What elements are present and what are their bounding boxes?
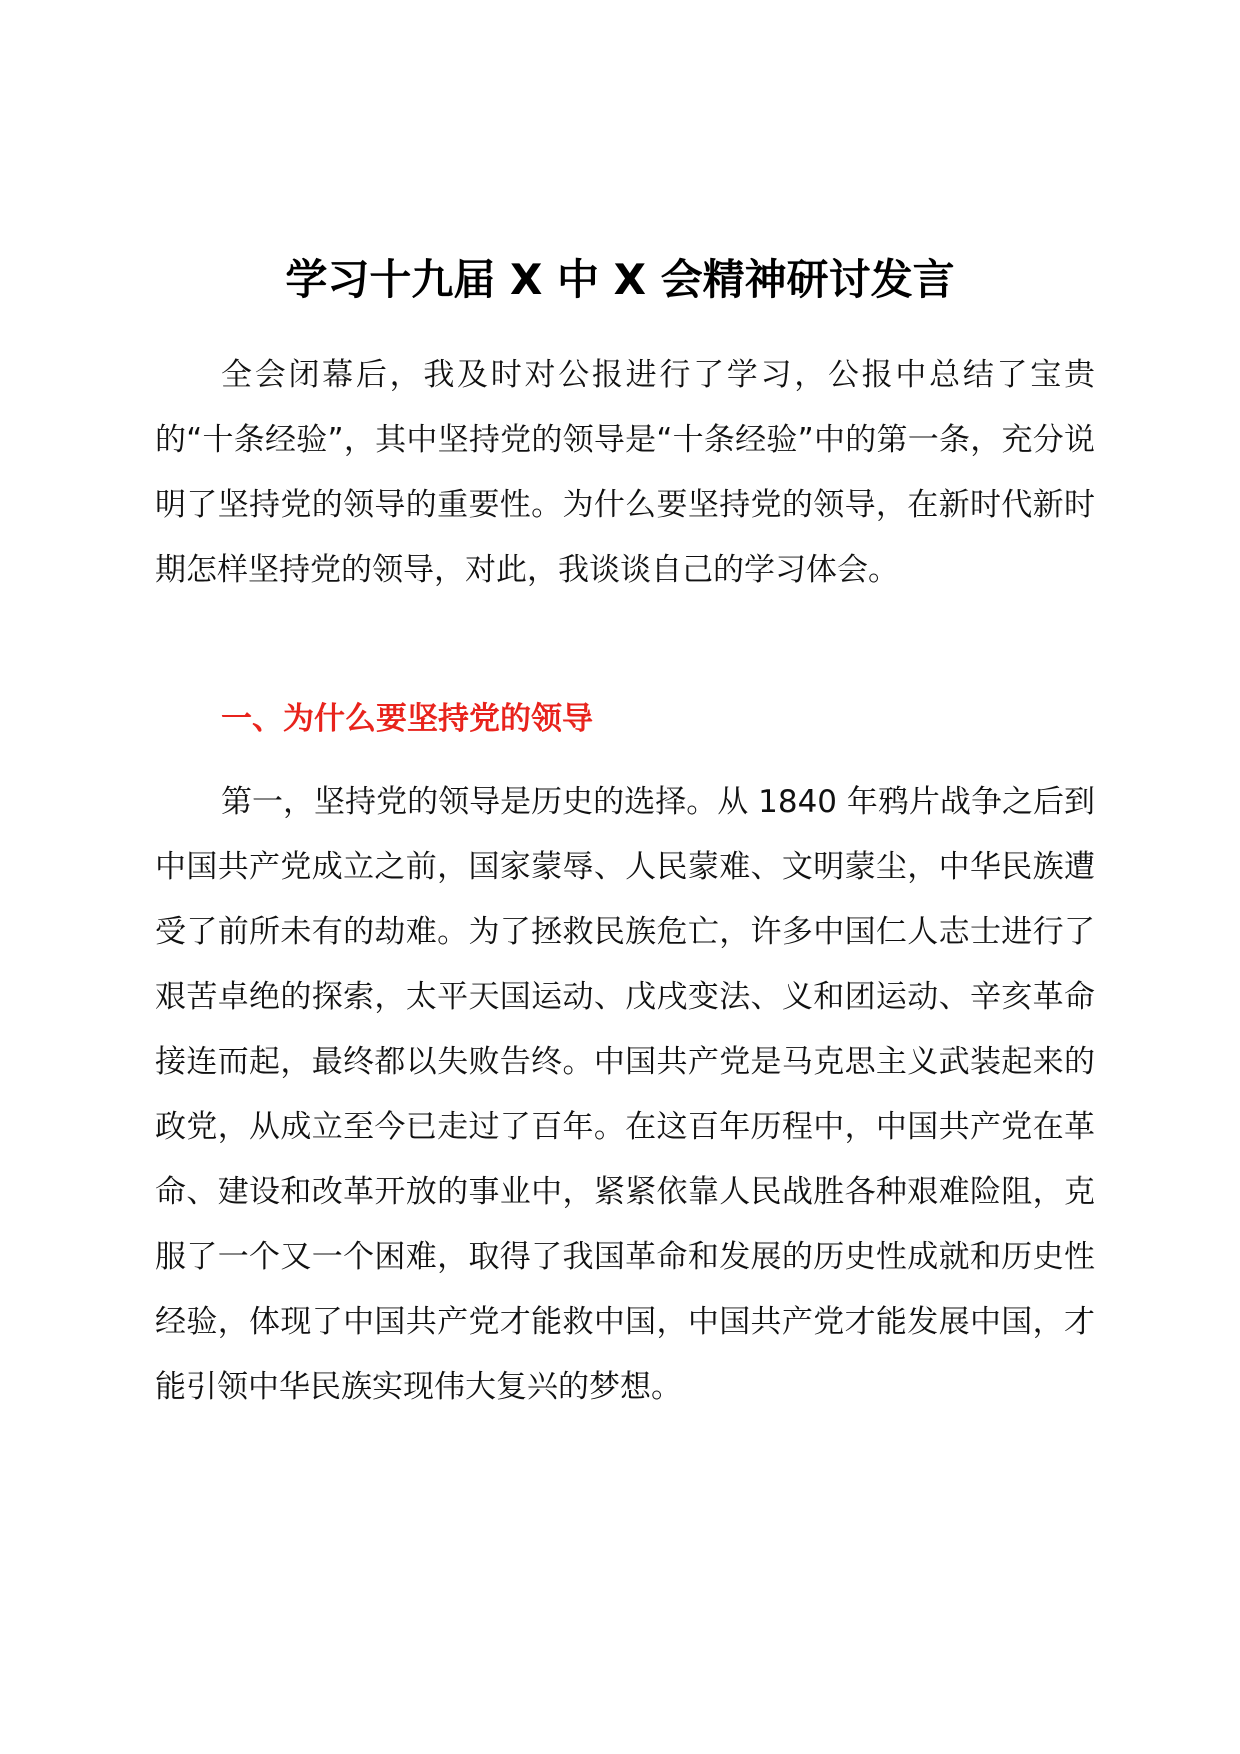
section-heading: 一、为什么要坚持党的领导 (221, 701, 593, 737)
document-title: 学习十九届 X 中 X 会精神研讨发言 (285, 255, 955, 304)
intro-paragraph: 全会闭幕后，我及时对公报进行了学习，公报中总结了宝贵的“十条经验”，其中坚持党的领导是“十条经验”中的第一条，充分说明了坚持党的领导的重要性。为什么要坚持党的领导，在新时代新时期怎样坚持党的领导，对此，我谈谈自己的学习体会。 (155, 357, 1095, 588)
section-paragraph: 第一，坚持党的领导是历史的选择。从 1840 年鸦片战争之后到中国共产党成立之前，国家蒙辱、人民蒙难、文明蒙尘，中华民族遭受了前所未有的劫难。为了拯救民族危亡，许多中国仁人志士进行了艰苦卓绝的探索，太平天国运动、戊戌变法、义和团运动、辛亥革命接连而起，最终都以失败告终。中国共产党是马克思主义武装起来的政党，从成立至今已走过了百年。在这百年历程中，中国共产党在革命、建设和改革开放的事业中，紧紧依靠人民战胜各种艰难险阻，克服了一个又一个困难，取得了我国革命和发展的历史性成就和历史性经验，体现了中国共产党才能救中国，中国共产党才能发展中国，才能引领中华民族实现伟大复兴的梦想。 (155, 784, 1095, 1405)
